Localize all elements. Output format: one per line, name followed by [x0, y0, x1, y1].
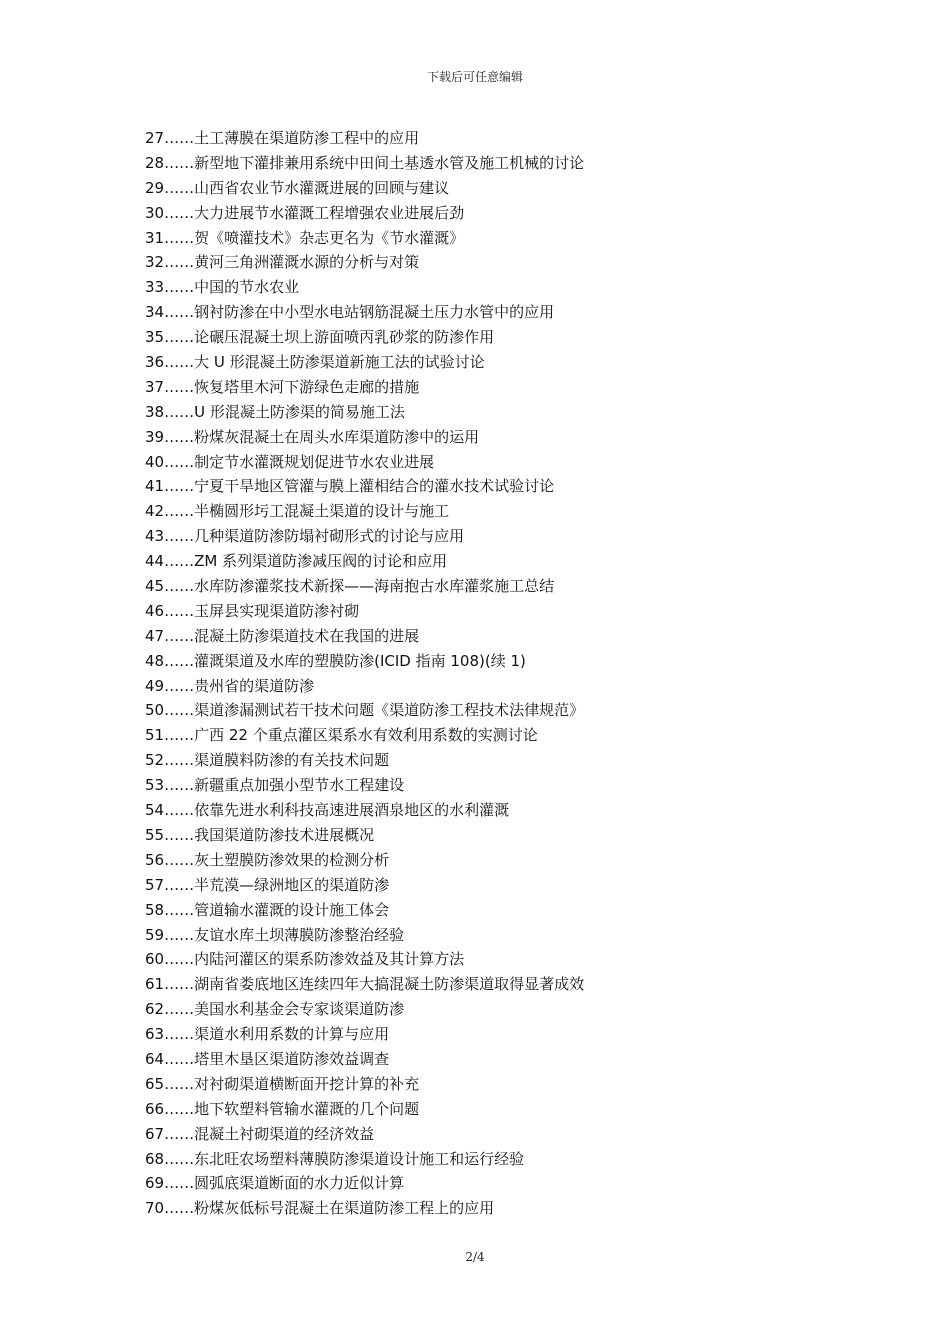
- list-item: [145, 1022, 865, 1047]
- entry-number: 43: [145, 527, 165, 546]
- entry-title: 依靠先进水利科技高速进展酒泉地区的水利灌溉: [194, 801, 510, 820]
- list-item: [145, 773, 865, 798]
- list-item: [145, 151, 865, 176]
- entry-number: 67: [145, 1124, 165, 1143]
- entry-list: [145, 126, 865, 1221]
- list-item: [145, 898, 865, 923]
- list-item: [145, 798, 865, 823]
- entry-title: 贺《喷灌技术》杂志更名为《节水灌溉》: [194, 228, 465, 247]
- list-item: [145, 450, 865, 475]
- entry-number: 62: [145, 1000, 165, 1019]
- entry-title: 我国渠道防渗技术进展概况: [194, 825, 375, 844]
- entry-number: 55: [145, 825, 165, 844]
- entry-number: 35: [145, 328, 165, 347]
- entry-separator: ……: [164, 701, 195, 720]
- entry-separator: ……: [164, 1199, 195, 1218]
- entry-title: 圆弧底渠道断面的水力近似计算: [194, 1174, 405, 1193]
- entry-title: 塔里木垦区渠道防渗效益调查: [194, 1049, 390, 1068]
- list-item: [145, 723, 865, 748]
- entry-number: 38: [145, 402, 165, 421]
- entry-separator: ……: [164, 1099, 195, 1118]
- entry-number: 68: [145, 1149, 165, 1168]
- list-item: [145, 1047, 865, 1072]
- entry-title: 广西 22 个重点灌区渠系水有效利用系数的实测讨论: [194, 726, 538, 745]
- entry-separator: ……: [164, 601, 195, 620]
- entry-title: 新疆重点加强小型节水工程建设: [194, 776, 405, 795]
- entry-title: 贵州省的渠道防渗: [194, 676, 315, 695]
- entry-title: 山西省农业节水灌溉进展的回顾与建议: [194, 178, 450, 197]
- entry-separator: ……: [164, 278, 195, 297]
- entry-number: 44: [145, 552, 165, 571]
- entry-title: 制定节水灌溉规划促进节水农业进展: [194, 452, 435, 471]
- entry-title: 内陆河灌区的渠系防渗效益及其计算方法: [194, 950, 465, 969]
- entry-number: 47: [145, 626, 165, 645]
- entry-title: 渠道渗漏测试若干技术问题《渠道防渗工程技术法律规范》: [194, 701, 585, 720]
- entry-separator: ……: [164, 402, 195, 421]
- entry-title: 论碾压混凝土坝上游面喷丙乳砂浆的防渗作用: [194, 328, 495, 347]
- entry-number: 64: [145, 1049, 165, 1068]
- entry-title: 粉煤灰低标号混凝土在渠道防渗工程上的应用: [194, 1199, 495, 1218]
- entry-title: 粉煤灰混凝土在周头水库渠道防渗中的运用: [194, 427, 480, 446]
- entry-number: 29: [145, 178, 165, 197]
- entry-number: 40: [145, 452, 165, 471]
- entry-title: 东北旺农场塑料薄膜防渗渠道设计施工和运行经验: [194, 1149, 525, 1168]
- entry-separator: ……: [164, 129, 195, 147]
- entry-number: 41: [145, 477, 165, 496]
- list-item: [145, 549, 865, 574]
- entry-separator: ……: [164, 203, 195, 222]
- list-item: [145, 201, 865, 226]
- entry-title: 地下软塑料管输水灌溉的几个问题: [194, 1099, 420, 1118]
- list-item: [145, 275, 865, 300]
- entry-number: 61: [145, 975, 165, 994]
- entry-title: 几种渠道防渗防塌衬砌形式的讨论与应用: [194, 527, 465, 546]
- list-item: [145, 474, 865, 499]
- entry-title: 灌溉渠道及水库的塑膜防渗(ICID 指南 108)(续 1): [194, 651, 526, 670]
- entry-separator: ……: [164, 303, 195, 322]
- entry-number: 31: [145, 228, 165, 247]
- entry-title: 管道输水灌溉的设计施工体会: [194, 900, 390, 919]
- entry-separator: ……: [164, 726, 195, 745]
- entry-separator: ……: [164, 178, 195, 197]
- list-item: [145, 997, 865, 1022]
- entry-separator: ……: [164, 1049, 195, 1068]
- page-number: 2/4: [465, 1250, 485, 1264]
- entry-title: 玉屏县实现渠道防渗衬砌: [194, 601, 360, 620]
- entry-number: 58: [145, 900, 165, 919]
- entry-separator: ……: [164, 377, 195, 396]
- entry-number: 63: [145, 1025, 165, 1044]
- entry-title: 混凝土衬砌渠道的经济效益: [194, 1124, 375, 1143]
- entry-separator: ……: [164, 1025, 195, 1044]
- entry-number: 56: [145, 850, 165, 869]
- entry-separator: ……: [164, 502, 195, 521]
- entry-number: 34: [145, 303, 165, 322]
- entry-title: 渠道膜料防渗的有关技术问题: [194, 751, 390, 770]
- entry-number: 27: [145, 129, 165, 147]
- entry-title: 渠道水利用系数的计算与应用: [194, 1025, 390, 1044]
- entry-title: 新型地下灌排兼用系统中田间土基透水管及施工机械的讨论: [194, 153, 585, 172]
- entry-title: 大 U 形混凝土防渗渠道新施工法的试验讨论: [194, 353, 485, 372]
- entry-separator: ……: [164, 353, 195, 372]
- entry-number: 66: [145, 1099, 165, 1118]
- entry-separator: ……: [164, 1074, 195, 1093]
- entry-title: 友谊水库土坝薄膜防渗整治经验: [194, 925, 405, 944]
- entry-separator: ……: [164, 1000, 195, 1019]
- list-item: [145, 848, 865, 873]
- list-item: [145, 1097, 865, 1122]
- entry-separator: ……: [164, 776, 195, 795]
- page-header: 下载后可任意编辑: [426, 70, 523, 84]
- entry-separator: ……: [164, 452, 195, 471]
- list-item: [145, 250, 865, 275]
- entry-title: 半荒漠—绿洲地区的渠道防渗: [194, 875, 390, 894]
- list-item: [145, 375, 865, 400]
- list-item: [145, 325, 865, 350]
- entry-number: 48: [145, 651, 165, 670]
- entry-separator: ……: [164, 552, 195, 571]
- entry-title: 对衬砌渠道横断面开挖计算的补充: [194, 1074, 420, 1093]
- entry-separator: ……: [164, 900, 195, 919]
- list-item: [145, 524, 865, 549]
- list-item: [145, 599, 865, 624]
- entry-separator: ……: [164, 875, 195, 894]
- entry-separator: ……: [164, 577, 195, 596]
- entry-title: 水库防渗灌浆技术新探——海南抱古水库灌浆施工总结: [194, 577, 555, 596]
- entry-number: 70: [145, 1199, 165, 1218]
- entry-title: 钢衬防渗在中小型水电站钢筋混凝土压力水管中的应用: [194, 303, 555, 322]
- entry-number: 32: [145, 253, 165, 272]
- entry-separator: ……: [164, 1149, 195, 1168]
- entry-separator: ……: [164, 801, 195, 820]
- entry-title: 半椭圆形圬工混凝土渠道的设计与施工: [194, 502, 450, 521]
- entry-separator: ……: [164, 527, 195, 546]
- entry-separator: ……: [164, 975, 195, 994]
- entry-title: 黄河三角洲灌溉水源的分析与对策: [194, 253, 420, 272]
- entry-title: 中国的节水农业: [194, 278, 300, 297]
- entry-number: 51: [145, 726, 165, 745]
- entry-number: 57: [145, 875, 165, 894]
- entry-separator: ……: [164, 1174, 195, 1193]
- list-item: [145, 674, 865, 699]
- list-item: [145, 499, 865, 524]
- list-item: [145, 425, 865, 450]
- entry-title: 湖南省娄底地区连续四年大搞混凝土防渗渠道取得显著成效: [194, 975, 585, 994]
- entry-number: 60: [145, 950, 165, 969]
- list-item: [145, 226, 865, 251]
- list-item: [145, 574, 865, 599]
- entry-number: 69: [145, 1174, 165, 1193]
- entry-separator: ……: [164, 850, 195, 869]
- entry-title: 大力进展节水灌溉工程增强农业进展后劲: [194, 203, 465, 222]
- entry-number: 49: [145, 676, 165, 695]
- entry-title: 灰土塑膜防渗效果的检测分析: [194, 850, 390, 869]
- list-item: [145, 873, 865, 898]
- entry-separator: ……: [164, 825, 195, 844]
- entry-separator: ……: [164, 676, 195, 695]
- entry-separator: ……: [164, 751, 195, 770]
- entry-number: 42: [145, 502, 165, 521]
- list-item: [145, 1171, 865, 1196]
- entry-number: 28: [145, 153, 165, 172]
- entry-separator: ……: [164, 153, 195, 172]
- entry-number: 30: [145, 203, 165, 222]
- entry-number: 59: [145, 925, 165, 944]
- entry-number: 39: [145, 427, 165, 446]
- list-item: [145, 350, 865, 375]
- entry-number: 52: [145, 751, 165, 770]
- list-item: [145, 947, 865, 972]
- entry-separator: ……: [164, 1124, 195, 1143]
- list-item: [145, 748, 865, 773]
- entry-number: 46: [145, 601, 165, 620]
- entry-number: 37: [145, 377, 165, 396]
- list-item: [145, 400, 865, 425]
- entry-number: 45: [145, 577, 165, 596]
- entry-separator: ……: [164, 950, 195, 969]
- entry-title: 土工薄膜在渠道防渗工程中的应用: [194, 129, 420, 147]
- list-item: [145, 1072, 865, 1097]
- entry-title: ZM 系列渠道防渗减压阀的讨论和应用: [194, 552, 448, 571]
- entry-title: 混凝土防渗渠道技术在我国的进展: [194, 626, 420, 645]
- list-item: [145, 1147, 865, 1172]
- list-item: [145, 300, 865, 325]
- list-item: [145, 698, 865, 723]
- entry-separator: ……: [164, 626, 195, 645]
- entry-number: 50: [145, 701, 165, 720]
- entry-separator: ……: [164, 253, 195, 272]
- entry-separator: ……: [164, 427, 195, 446]
- entry-separator: ……: [164, 228, 195, 247]
- entry-title: 宁夏干旱地区管灌与膜上灌相结合的灌水技术试验讨论: [194, 477, 555, 496]
- list-item: [145, 176, 865, 201]
- entry-separator: ……: [164, 651, 195, 670]
- list-item: [145, 1122, 865, 1147]
- list-item: [145, 972, 865, 997]
- entry-title: 恢复塔里木河下游绿色走廊的措施: [194, 377, 420, 396]
- entry-number: 65: [145, 1074, 165, 1093]
- entry-number: 53: [145, 776, 165, 795]
- entry-number: 36: [145, 353, 165, 372]
- list-item: [145, 923, 865, 948]
- entry-separator: ……: [164, 925, 195, 944]
- entry-title: U 形混凝土防渗渠的简易施工法: [194, 402, 405, 421]
- entry-separator: ……: [164, 328, 195, 347]
- list-item: [145, 624, 865, 649]
- list-item: [145, 649, 865, 674]
- entry-title: 美国水利基金会专家谈渠道防渗: [194, 1000, 405, 1019]
- entry-number: 33: [145, 278, 165, 297]
- entry-separator: ……: [164, 477, 195, 496]
- list-item: [145, 126, 865, 151]
- list-item: [145, 1196, 865, 1221]
- list-item: [145, 823, 865, 848]
- entry-number: 54: [145, 801, 165, 820]
